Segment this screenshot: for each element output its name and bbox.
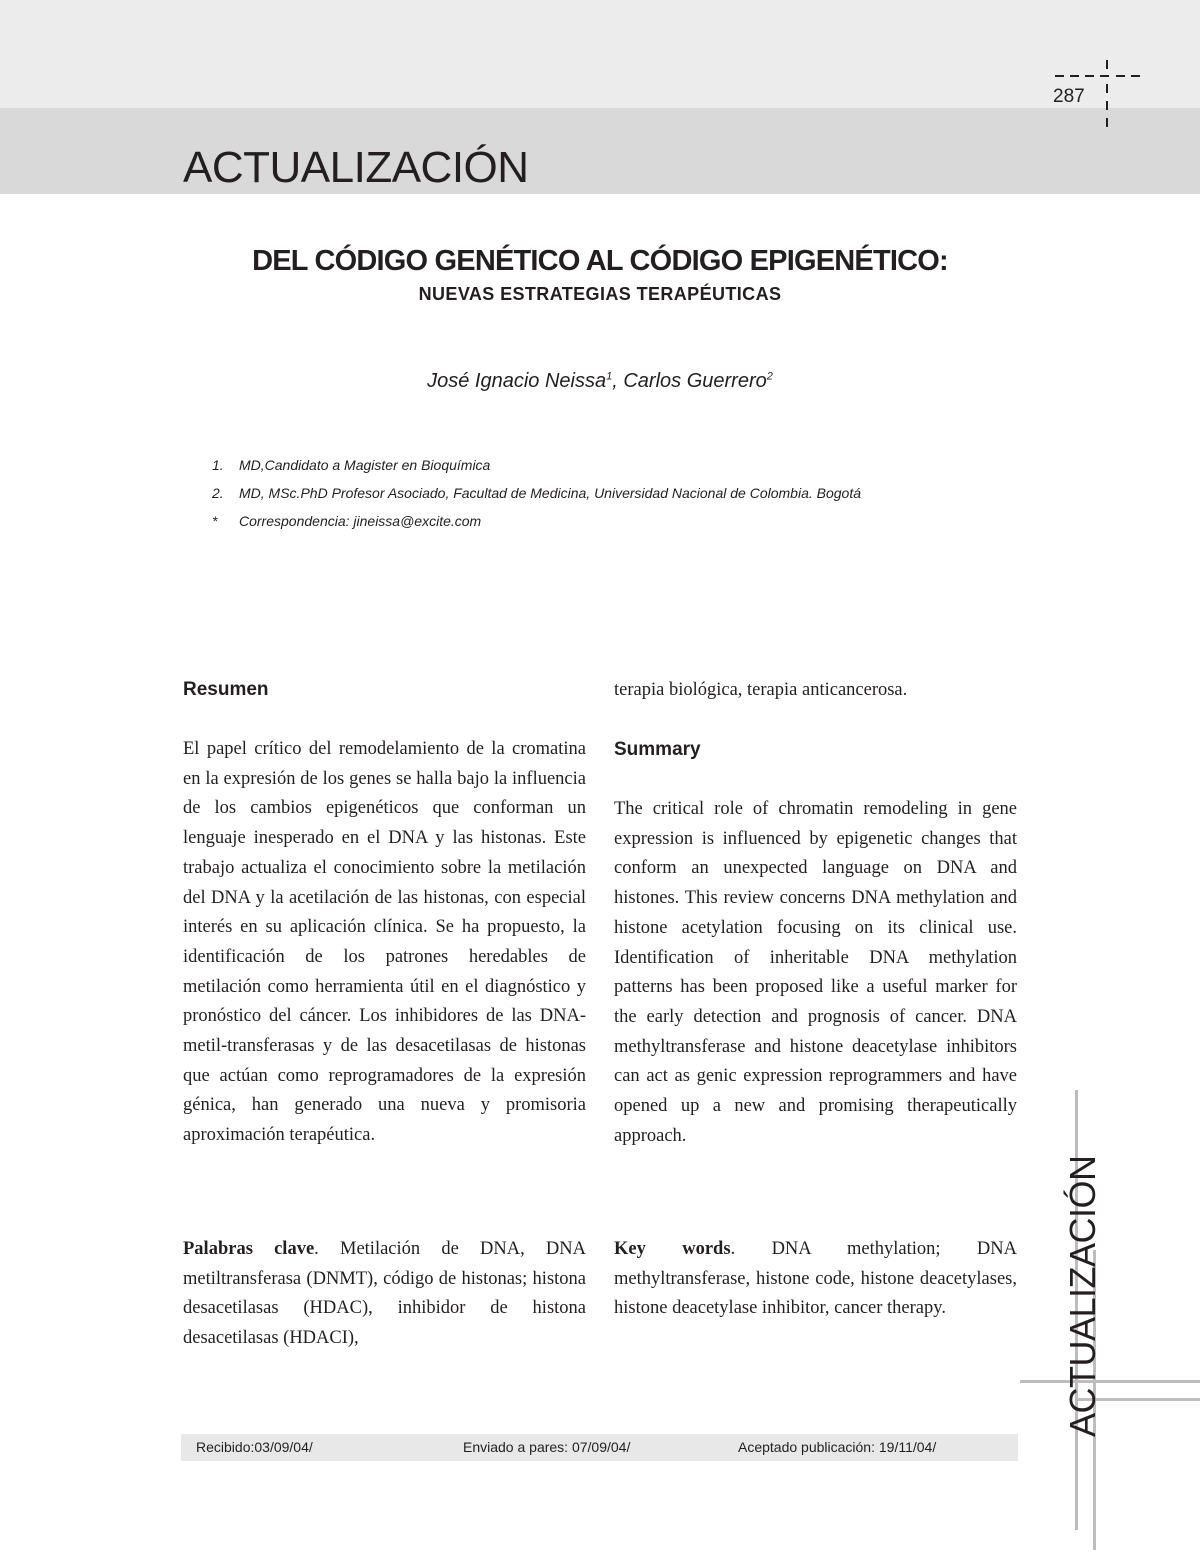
affiliation-marker: 2.	[212, 485, 224, 501]
key-words-text: . DNA methylation; DNA methyltransferase, histone code, histone deacetylases, histone deacetylase inhibitor, cancer therapy.	[614, 1239, 1017, 1319]
article-title: DEL CÓDIGO GENÉTICO AL CÓDIGO EPIGENÉTICO:	[252, 245, 948, 277]
palabras-clave-block	[183, 1235, 586, 1354]
header-band	[0, 108, 1200, 194]
section-heading: ACTUALIZACIÓN	[183, 143, 529, 192]
author-name: José Ignacio Neissa	[427, 370, 607, 392]
page-number: 287	[1053, 86, 1085, 107]
affiliation-marker: *	[212, 513, 218, 529]
affiliation-item	[212, 485, 861, 501]
summary-heading: Summary	[614, 739, 701, 760]
palabras-clave-text: . Metilación de DNA, DNA metiltransferasa (DNMT), código de histonas; histona desacetilasas (HDAC), inhibidor de histona desacetilasas (HDACI),	[183, 1239, 587, 1349]
article-subtitle: NUEVAS ESTRATEGIAS TERAPÉUTICAS	[418, 284, 782, 304]
resumen-column	[183, 735, 586, 1151]
resumen-heading: Resumen	[183, 679, 269, 700]
side-section-label: ACTUALIZACIÓN	[1062, 1155, 1103, 1437]
author-name: Carlos Guerrero	[623, 370, 767, 392]
affiliation-text: MD, MSc.PhD Profesor Asociado, Facultad de Medicina, Universidad Nacional de Colombia. Bogotá	[239, 485, 862, 501]
author-list	[0, 370, 1200, 393]
side-rule-horizontal	[1020, 1380, 1200, 1383]
correspondence-email: Correspondencia: jineissa@excite.com	[239, 513, 482, 529]
affiliation-marker: 1.	[212, 457, 224, 473]
accepted-date: Aceptado publicación: 19/11/04/	[738, 1439, 937, 1455]
header-band-top	[0, 0, 1200, 108]
summary-column	[614, 795, 1017, 1151]
resumen-body: El papel crítico del remodelamiento de la cromatina en la expresión de los genes se halla bajo la influencia de los cambios epigenéticos que conforman un lenguaje inesperado en el DNA y las histonas. Este trabajo actualiza el conocimiento sobre la metilación del DNA y la acetilación de las histonas, con especial interés en su aplicación clínica. Se ha propuesto, la identificación de los patrones heredables de metilación como herramienta útil en el diagnóstico y pronóstico del cáncer. Los inhibidores de las DNA-metil-transferasas y de las desacetilasas de histonas que actúan como reprogramadores de la expresión génica, han generado una nueva y promisoria aproximación terapéutica.	[183, 739, 586, 1146]
author-affiliation-ref: 1	[606, 370, 613, 383]
affiliation-text: MD,Candidato a Magister en Bioquímica	[239, 457, 491, 473]
summary-body: The critical role of chromatin remodeling in gene expression is influenced by epigenetic changes that conform an unexpected language on DNA and histones. This review concerns DNA methylation and histone acetylation focusing on its clinical use. Identification of inheritable DNA methylation patterns has been proposed like a useful marker for the early detection and prognosis of cancer. DNA methyltransferase and histone deacetylase inhibitors can act as genic expression reprogrammers and have opened up a new and promising therapeutically approach.	[614, 799, 1017, 1146]
received-date: Recibido:03/09/04/	[196, 1439, 313, 1455]
affiliation-item	[212, 513, 481, 529]
palabras-clave-label: Palabras clave	[183, 1239, 315, 1259]
key-words-label: Key words	[614, 1239, 731, 1259]
author-affiliation-ref: 2	[766, 370, 773, 383]
key-words-block	[614, 1235, 1017, 1324]
palabras-clave-cont-text: terapia biológica, terapia anticancerosa.	[614, 680, 908, 700]
author-separator: ,	[612, 370, 624, 392]
sent-to-peers-date: Enviado a pares: 07/09/04/	[463, 1439, 631, 1455]
affiliation-item	[212, 457, 490, 473]
palabras-clave-continuation	[614, 676, 1017, 706]
